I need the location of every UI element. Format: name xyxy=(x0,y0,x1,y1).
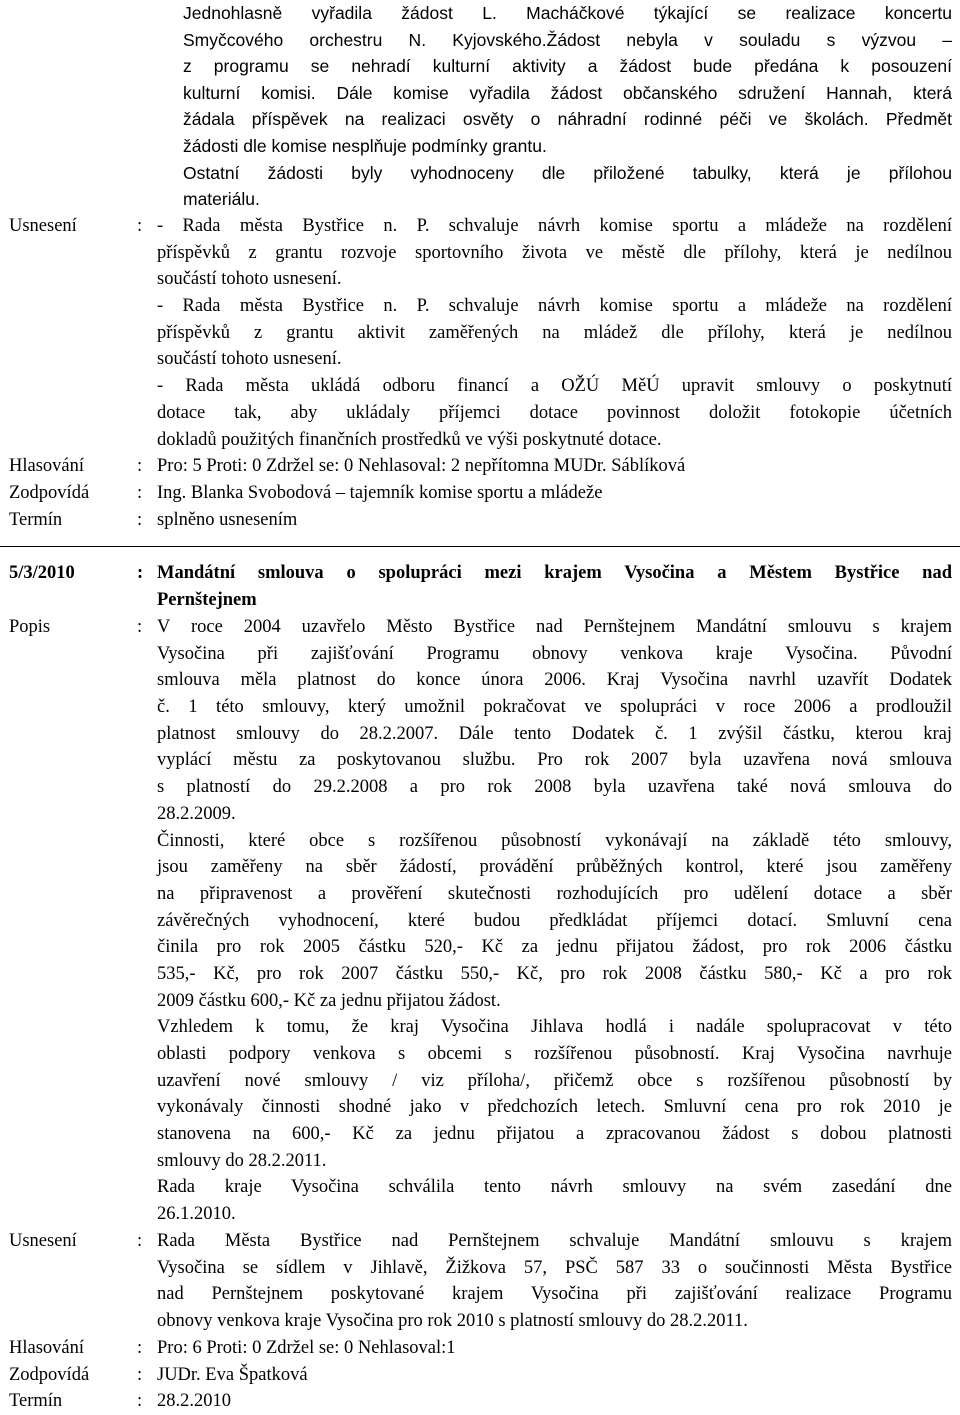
text-line: dotace tak, aby ukládaly příjemci dotace povinnost doložit fotokopie účetních xyxy=(157,402,952,423)
text-line: Smyčcového orchestru N. Kyjovského.Žádost nebyla v souladu s výzvou – xyxy=(183,29,952,50)
text-line: příspěvků z grantu rozvoje sportovního života ve městě dle přílohy, která je nedílnou xyxy=(157,242,952,263)
hlasovani-label: Hlasování xyxy=(9,456,85,476)
text-line: V roce 2004 uzavřelo Město Bystřice nad Pernštejnem Mandátní smlouvu s krajem xyxy=(157,617,952,637)
text-line: Ostatní žádosti byly vyhodnoceny dle přiložené tabulky, která je přílohou xyxy=(183,162,952,183)
text-line: - Rada města ukládá odboru financí a OŽÚ MěÚ upravit smlouvy o poskytnutí xyxy=(157,376,952,397)
hlasovani-value: Pro: 5 Proti: 0 Zdržel se: 0 Nehlasoval: 2 nepřítomna MUDr. Sáblíková xyxy=(157,456,686,476)
text-line: Činnosti, které obce s rozšířenou působností vykonávají na základě této smlouvy, xyxy=(157,830,952,851)
text-line: žádosti dle komise nesplňuje podmínky grantu. xyxy=(183,135,547,156)
text-line: součástí tohoto usnesení. xyxy=(157,349,342,370)
text-line: oblasti podpory venkova s obcemi s rozšířenou působností. Kraj Vysočina navrhuje xyxy=(157,1044,952,1064)
text-line: smlouva měla platnost do konce února 2006. Kraj Vysočina navrhl uzavřít Dodatek xyxy=(157,670,952,691)
colon: : xyxy=(137,1365,143,1385)
termin-value: splněno usnesením xyxy=(157,510,298,530)
text-line: Vzhledem k tomu, že kraj Vysočina Jihlava hodlá i nadále spolupracovat v této xyxy=(157,1017,952,1038)
colon: : xyxy=(137,563,144,583)
text-line: jsou zaměřeny na sběr žádostí, provádění průběžných kontrol, které jsou zaměřeny xyxy=(157,857,952,878)
text-line: Mandátní smlouva o spolupráci mezi krajem Vysočina a Městem Bystřice nad xyxy=(157,563,952,583)
usneseni-label: Usnesení xyxy=(9,216,77,236)
colon: : xyxy=(137,1391,143,1411)
text-line: žádala příspěvek na realizaci osvěty o náhradní rodinné péči ve školách. Předmět xyxy=(183,109,952,130)
text-line: smlouvy do 28.2.2011. xyxy=(157,1150,327,1171)
top-text-block xyxy=(183,0,952,213)
colon: : xyxy=(137,216,143,236)
text-line: č. 1 této smlouvy, který umožnil pokračovat ve spolupráci v roce 2006 a prodloužil xyxy=(157,697,952,718)
section-divider xyxy=(0,546,960,547)
text-line: Rada kraje Vysočina schválila tento návrh smlouvy na svém zasedání dne xyxy=(157,1177,952,1198)
text-line: kulturní komisi. Dále komise vyřadila žádost občanského sdružení Hannah, která xyxy=(183,82,952,103)
text-line: činila pro rok 2005 částku 520,- Kč za jednu přijatou žádost, pro rok 2006 částku xyxy=(157,937,952,958)
hlasovani-value: Pro: 6 Proti: 0 Zdržel se: 0 Nehlasoval:1 xyxy=(157,1338,456,1358)
hlasovani-label: Hlasování xyxy=(9,1338,85,1358)
text-line: uzavření nové smlouvy / viz příloha/, přičemž obce s rozšířenou působností by xyxy=(157,1070,952,1091)
colon: : xyxy=(137,1231,143,1251)
zodpovida-label: Zodpovídá xyxy=(9,483,90,503)
colon: : xyxy=(137,1338,143,1358)
zodpovida-label: Zodpovídá xyxy=(9,1365,90,1385)
text-line: vykonávaly činnosti shodné jako v předchozích letech. Smluvní cena pro rok 2010 je xyxy=(157,1097,952,1118)
text-line: materiálu. xyxy=(183,189,260,210)
popis-label: Popis xyxy=(9,617,51,637)
colon: : xyxy=(137,456,143,476)
text-line: 26.1.2010. xyxy=(157,1204,236,1225)
usneseni-text-block xyxy=(157,213,952,453)
popis-text-block xyxy=(157,614,952,1228)
text-line: Vysočina se sídlem v Jihlavě, Žižkova 57, PSČ 587 33 o součinnosti Města Bystřice xyxy=(157,1257,952,1278)
text-line: Jednohlasně vyřadila žádost L. Macháčkové týkající se realizace koncertu xyxy=(183,3,952,23)
usneseni-text-block xyxy=(157,1228,952,1335)
text-line: s platností do 29.2.2008 a pro rok 2008 byla uzavřena také nová smlouva do xyxy=(157,777,952,798)
text-line: dokladů použitých finančních prostředků ve výši poskytnuté dotace. xyxy=(157,429,662,450)
text-line: - Rada města Bystřice n. P. schvaluje návrh komise sportu a mládeže na rozdělení xyxy=(157,216,952,236)
text-line: vyplácí městu za poskytovanou službu. Pro rok 2007 byla uzavřena nová smlouva xyxy=(157,750,952,771)
colon: : xyxy=(137,617,143,637)
text-line: 535,- Kč, pro rok 2007 částku 550,- Kč, pro rok 2008 částku 580,- Kč a pro rok xyxy=(157,963,952,984)
text-line: platnost smlouvy do 28.2.2007. Dále tento Dodatek č. 1 zvýšil částku, kterou kraj xyxy=(157,723,952,744)
text-line: stanovena na 600,- Kč za jednu přijatou a zpracovanou žádost s dobou platnosti xyxy=(157,1124,952,1145)
text-line: příspěvků z grantu aktivit zaměřených na mládež dle přílohy, která je nedílnou xyxy=(157,322,952,343)
colon: : xyxy=(137,483,143,503)
text-line: Vysočina při zajišťování Programu obnovy venkova kraje Vysočina. Původní xyxy=(157,643,952,664)
text-line: Rada Města Bystřice nad Pernštejnem schvaluje Mandátní smlouvu s krajem xyxy=(157,1231,952,1251)
text-line: závěrečných vyhodnocení, které budou předkládat příjemci dotací. Smluvní cena xyxy=(157,910,952,931)
termin-label: Termín xyxy=(9,510,63,530)
zodpovida-value: JUDr. Eva Špatková xyxy=(157,1365,308,1385)
zodpovida-value: Ing. Blanka Svobodová – tajemník komise sportu a mládeže xyxy=(157,483,603,503)
section-number: 5/3/2010 xyxy=(9,563,75,583)
termin-value: 28.2.2010 xyxy=(157,1391,231,1411)
text-line: obnovy venkova kraje Vysočina pro rok 2010 s platností smlouvy do 28.2.2011. xyxy=(157,1311,748,1332)
text-line: na připravenost a prověření skutečnosti rozhodujících pro udělení dotace a sběr xyxy=(157,883,952,904)
termin-label: Termín xyxy=(9,1391,63,1411)
usneseni-label: Usnesení xyxy=(9,1231,77,1251)
text-line: - Rada města Bystřice n. P. schvaluje návrh komise sportu a mládeže na rozdělení xyxy=(157,296,952,317)
text-line: nad Pernštejnem poskytované krajem Vysočina při zajišťování realizace Programu xyxy=(157,1284,952,1305)
text-line: 28.2.2009. xyxy=(157,803,236,824)
text-line: součástí tohoto usnesení. xyxy=(157,269,342,290)
colon: : xyxy=(137,510,143,530)
text-line: Pernštejnem xyxy=(157,589,257,610)
text-line: z programu se nehradí kulturní aktivity a žádost bude předána k posouzení xyxy=(183,56,952,77)
section-title xyxy=(157,560,952,613)
text-line: 2009 částku 600,- Kč za jednu přijatou žádost. xyxy=(157,990,501,1011)
